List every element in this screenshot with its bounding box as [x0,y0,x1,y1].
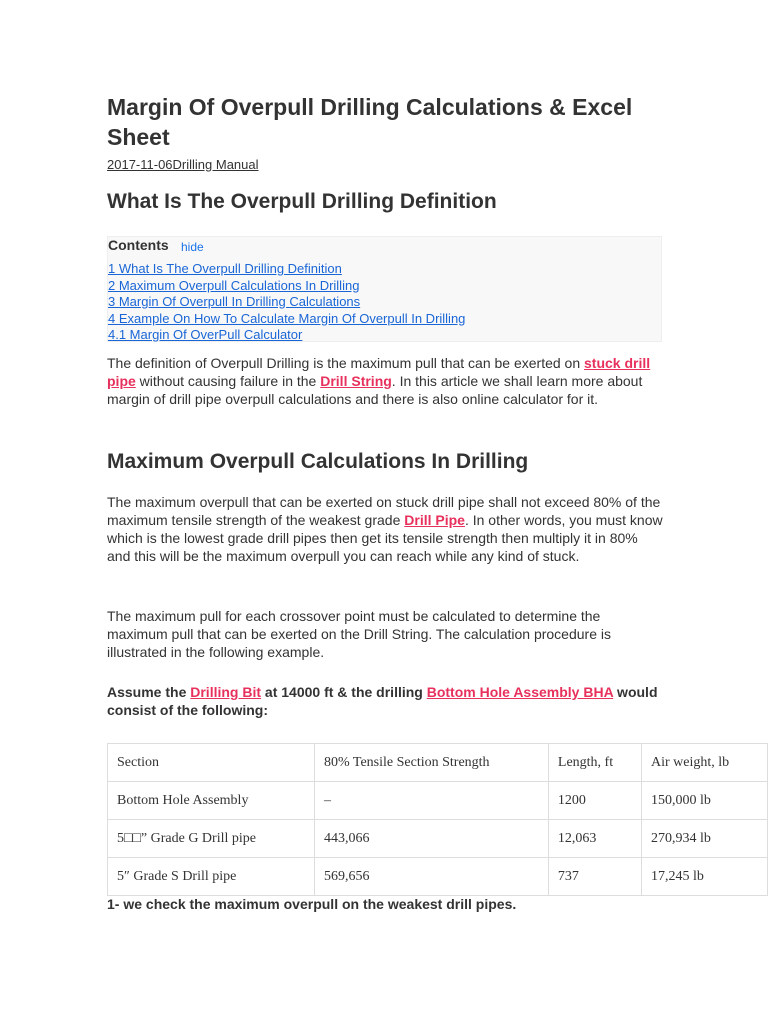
table-cell: – [314,782,548,820]
table-cell: Bottom Hole Assembly [108,782,315,820]
table-cell: 1200 [548,782,641,820]
toc-link-1[interactable]: 1 What Is The Overpull Drilling Definition [108,261,342,276]
toc-link-4-1[interactable]: 4.1 Margin Of OverPull Calculator [108,327,303,342]
table-cell: 270,934 lb [641,820,767,858]
table-cell: 569,656 [314,858,548,896]
drill-pipe-link[interactable]: Drill Pipe [404,512,465,528]
bha-link[interactable]: Bottom Hole Assembly BHA [426,684,614,700]
toc-link-3[interactable]: 3 Margin Of Overpull In Drilling Calculations [108,294,361,309]
assume-paragraph [107,683,663,719]
stuck-drill-pipe-link[interactable]: stuck drill pipe [107,355,651,389]
table-cell: 5□□” Grade G Drill pipe [108,820,315,858]
toc-link-2[interactable]: 2 Maximum Overpull Calculations In Drilling [108,277,360,293]
header-cell: 80% Tensile Section Strength [314,744,548,782]
definition-paragraph [107,354,663,408]
max-overpull-paragraph [107,493,663,565]
toc-item [108,261,465,278]
text: would consist of the following: [107,684,658,718]
header-cell: Section [108,744,315,782]
page-title: Margin Of Overpull Drilling Calculations & Excel Sheet [107,94,633,150]
text: . In other words, you must know which is the lowest grade drill pipes then get its tensile strength then multiply it in 80% and this will be the maximum overpull you can reach while any kind of stuck. [107,512,663,564]
drill-string-link[interactable]: Drill String [320,373,392,389]
step-1-text: 1- we check the maximum overpull on the weakest drill pipes. [107,896,517,912]
post-meta[interactable]: 2017-11-06Drilling Manual [107,157,259,172]
text: The definition of Overpull Drilling is the maximum pull that can be exerted on [107,355,585,371]
table-of-contents [107,236,662,342]
header-cell: Length, ft [548,744,641,782]
toc-hide-link[interactable]: hide [181,240,204,254]
toc-item [108,278,465,295]
text: The maximum overpull that can be exerted on stuck drill pipe shall not exceed 80% of the maximum tensile strength of the weakest grade [107,494,661,528]
toc-link-4[interactable]: 4 Example On How To Calculate Margin Of Overpull In Drilling [108,310,466,326]
toc-item [108,327,465,344]
heading-maximum-overpull: Maximum Overpull Calculations In Drilling [107,450,529,473]
table-header-row [108,744,768,782]
toc-title: Contents [108,237,169,253]
table-cell: 150,000 lb [641,782,767,820]
table-cell: 443,066 [314,820,548,858]
table-row [108,858,768,896]
text: Assume the [107,684,191,700]
header-cell: Air weight, lb [641,744,767,782]
table-cell: 5″ Grade S Drill pipe [108,858,315,896]
text: without causing failure in the [135,373,321,389]
drilling-bit-link[interactable]: Drilling Bit [190,684,262,700]
table-cell: 12,063 [548,820,641,858]
text: . In this article we shall learn more about margin of drill pipe overpull calculations and there is also online calculator for it. [107,373,643,407]
toc-item [108,311,465,328]
max-pull-paragraph: The maximum pull for each crossover point must be calculated to determine the maximum pull that can be exerted on the Drill String. The calculation procedure is illustrated in the following example. [107,608,611,660]
table-row [108,820,768,858]
table-cell: 17,245 lb [641,858,767,896]
heading-definition: What Is The Overpull Drilling Definition [107,190,497,213]
toc-list [108,261,465,344]
table-row [108,782,768,820]
toc-item [108,294,465,311]
table-cell: 737 [548,858,641,896]
text: at 14000 ft & the drilling [261,684,427,700]
bha-table [107,743,768,896]
